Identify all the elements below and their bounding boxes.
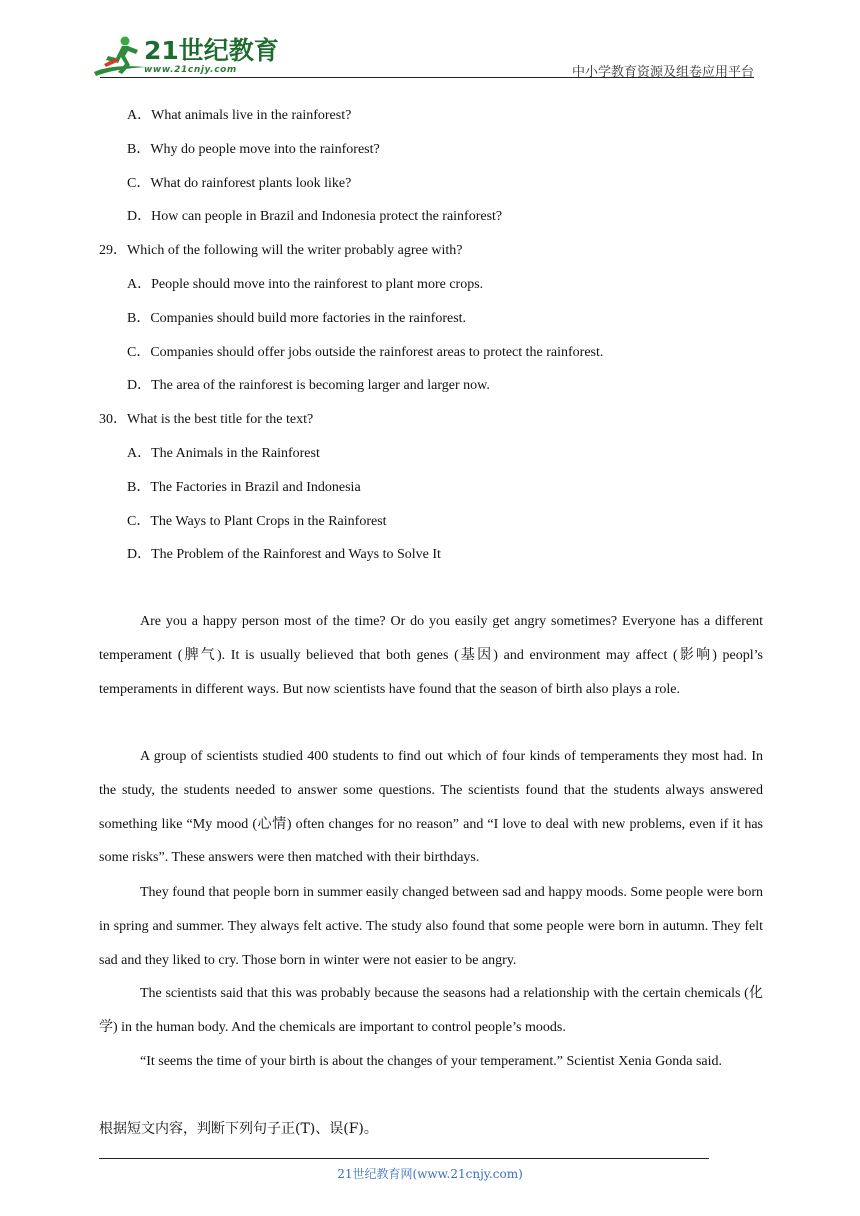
q30-option-d: D．The Problem of the Rainforest and Ways to Solve It bbox=[127, 547, 441, 562]
q29-option-c: C．Companies should offer jobs outside the rainforest areas to protect the rainforest. bbox=[127, 345, 604, 360]
q30-option-b: B．The Factories in Brazil and Indonesia bbox=[127, 480, 361, 495]
header-divider bbox=[100, 77, 754, 78]
q28-option-c: C．What do rainforest plants look like? bbox=[127, 176, 352, 191]
footer-link[interactable]: 21世纪教育网(www.21cnjy.com) bbox=[337, 1167, 523, 1181]
q29-option-b: B．Companies should build more factories in the rainforest. bbox=[127, 311, 467, 326]
logo-url: www.21cnjy.com bbox=[144, 65, 237, 75]
q29-option-d: D．The area of the rainforest is becoming larger and larger now. bbox=[127, 378, 490, 393]
passage-paragraph-2: A group of scientists studied 400 students to find out which of four kinds of temperaments they most had. In the study, the students needed to answer some questions. The scientists found that the students always answered something like “My mood (心情) often changes for no reason” and “I love to deal with new problems, even if it has some risks”. These answers were then matched with their birthdays. bbox=[99, 749, 763, 866]
runner-logo-icon bbox=[92, 34, 148, 78]
platform-name: 中小学教育资源及组卷应用平台 bbox=[571, 65, 754, 80]
q28-option-d: D．How can people in Brazil and Indonesia protect the rainforest? bbox=[127, 209, 503, 224]
q29-stem: 29．Which of the following will the writer probably agree with? bbox=[99, 243, 463, 258]
q30-option-c: C．The Ways to Plant Crops in the Rainforest bbox=[127, 514, 387, 529]
passage-paragraph-3: They found that people born in summer easily changed between sad and happy moods. Some people were born in spring and summer. They always felt active. The study also found that some people were born in autumn. They felt sad and they liked to cry. Those born in winter were not easier to be angry. bbox=[99, 885, 763, 968]
q29-option-a: A．People should move into the rainforest to plant more crops. bbox=[127, 277, 484, 292]
logo-wordmark: 21世纪教育 bbox=[144, 36, 279, 65]
footer-divider bbox=[99, 1158, 709, 1159]
passage-paragraph-1: Are you a happy person most of the time? Or do you easily get angry sometimes? Everyone has a different temperament (脾气). It is usually believed that both genes (基因) and environment may affect (影响) peopl’s temperaments in different ways. But now scientists have found that the season of birth also plays a role. bbox=[99, 614, 763, 697]
q28-option-a: A．What animals live in the rainforest? bbox=[127, 108, 352, 123]
site-logo[interactable] bbox=[92, 34, 279, 78]
true-false-instruction: 根据短文内容，判断下列句子正(T)、误(F)。 bbox=[99, 1121, 378, 1137]
q30-option-a: A．The Animals in the Rainforest bbox=[127, 446, 320, 461]
q28-option-b: B．Why do people move into the rainforest? bbox=[127, 142, 380, 157]
page-header bbox=[0, 0, 860, 80]
q30-stem: 30．What is the best title for the text? bbox=[99, 412, 314, 427]
passage-paragraph-4: The scientists said that this was probably because the seasons had a relationship with the certain chemicals (化学) in the human body. And the chemicals are important to control people’s moods. bbox=[99, 986, 763, 1035]
passage-paragraph-5: “It seems the time of your birth is about the changes of your temperament.” Scientist Xenia Gonda said. bbox=[140, 1054, 723, 1069]
